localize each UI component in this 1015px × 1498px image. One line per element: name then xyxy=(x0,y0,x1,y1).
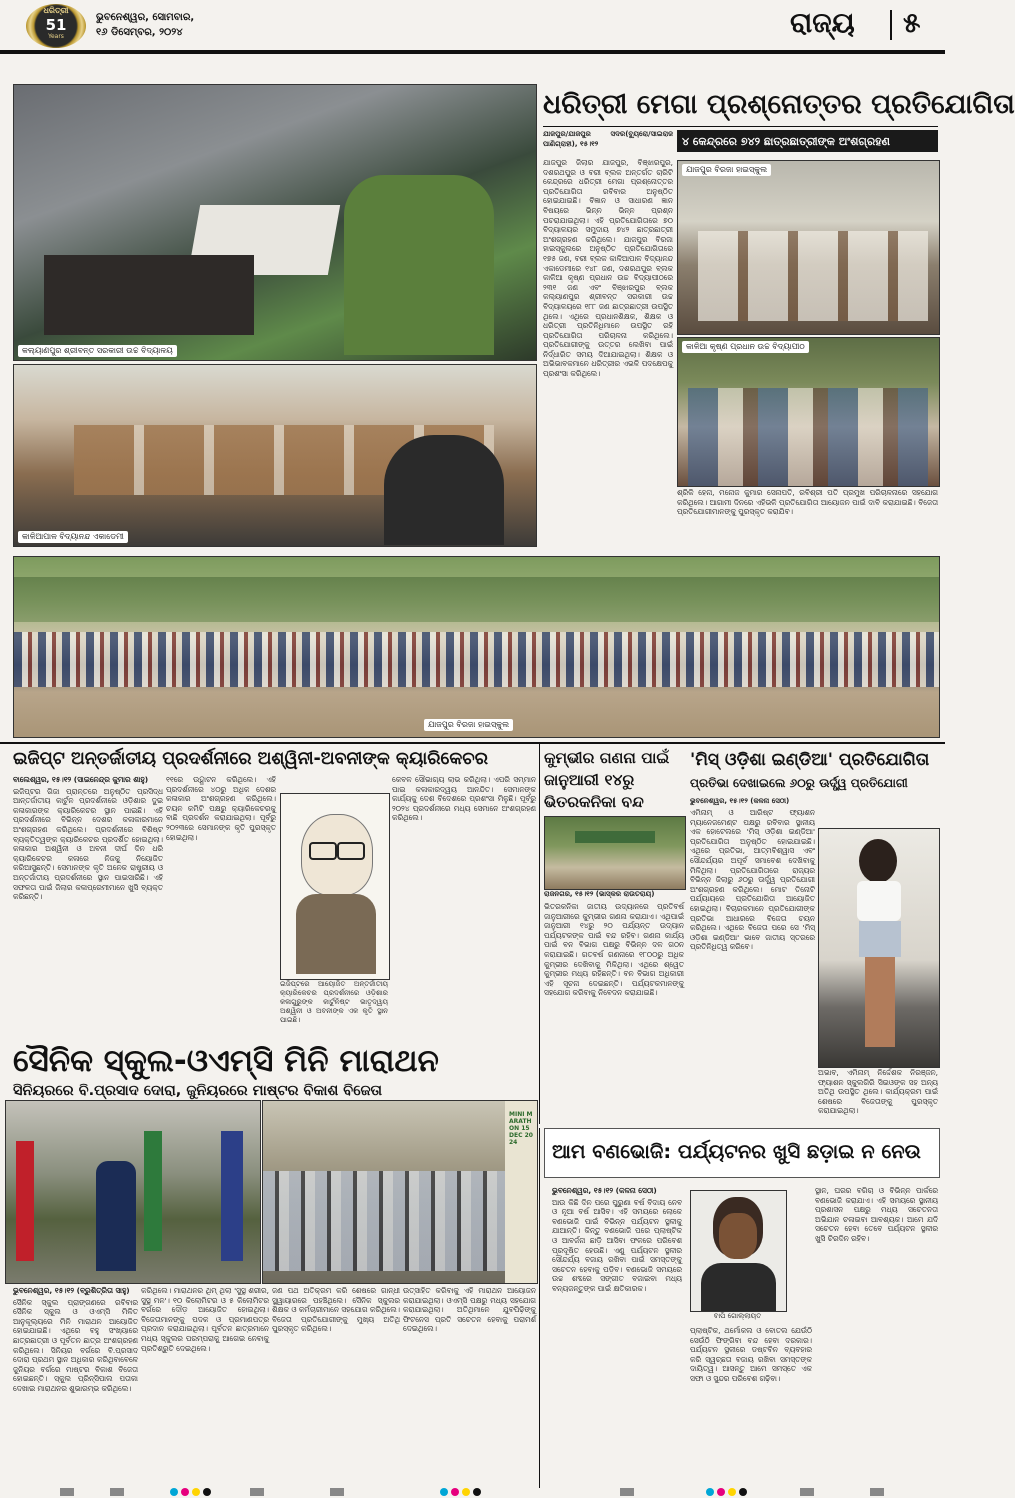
marathon-headline: ସୈନିକ ସ୍କୁଲ-ଓଏମ୍‌ସି ମିନି ମାରାଥନ xyxy=(13,1043,439,1079)
photo-biraja-group xyxy=(13,556,940,738)
caricature-body-text: ଇଜିପ୍ଟର ଗିଜା ପ୍ରାନ୍ତରେ ଅନୁଷ୍ଠିତ ପ୍ରସିଦ୍ଧ ଆନ୍ତର୍ଜାତୀୟ କାର୍ଟୁନ ପ୍ରଦର୍ଶନୀରେ ଓଡ଼ିଶାର ଦୁଇ କଳାକାରଙ୍କ କ୍ୟାରିକେଚର ସ୍ଥାନ ପାଇଛି। ଏହି ପ୍ରଦର୍ଶନୀରେ ବିଭିନ୍ନ ଦେଶର କଳାକାରମାନେ ଅଂଶଗ୍ରହଣ କରିଥିଲେ। ପ୍ରଦର୍ଶନୀରେ ବିଶିଷ୍ଟ ବ୍ୟକ୍ତିତ୍ୱଙ୍କ କ୍ୟାରିକେଚର ପ୍ରଦର୍ଶିତ ହୋଇଥିଲା। କଳାକାର ଅଶ୍ୱିନୀ ଓ ଅବନୀ ଦୀର୍ଘ ଦିନ ଧରି କ୍ୟାରିକେଚର କଳାରେ ନିଜକୁ ନିୟୋଜିତ କରିଆସୁଛନ୍ତି। ସେମାନଙ୍କ କୃତି ଅନେକ ରାଷ୍ଟ୍ରୀୟ ଓ ଅନ୍ତର୍ଜାତୀୟ ପ୍ରଦର୍ଶନୀରେ ସ୍ଥାନ ପାଇସାରିଛି। ଏହି ସଫଳତା ପାଇଁ ଜିଲାର କଳାପ୍ରେମୀମାନେ ଖୁସି ବ୍ୟକ୍ତ କରିଛନ୍ତି। xyxy=(13,786,163,902)
crocodile-headline-2: ଜାନୁଆରୀ ୧୪ରୁ xyxy=(544,771,635,789)
quiz-subhead: ୪ କେନ୍ଦ୍ରରେ ୭୪୨ ଛାତ୍ରଛାତ୍ରୀଙ୍କ ଅଂଶଗ୍ରହଣ xyxy=(682,135,890,148)
caption-kaliapala: କାଳିଆପାଳ ବିଦ୍ୟାନନ୍ଦ ଏକାଡେମୀ xyxy=(18,531,128,543)
caption-kalyanpur: କଲ୍ୟାଣପୁର ଶ୍ରୀବନ୍ତ ସରକାରୀ ଉଚ୍ଚ ବିଦ୍ୟାଳୟ xyxy=(18,345,177,357)
footer-bar-mid xyxy=(250,1488,264,1496)
footer-bar-right xyxy=(620,1488,634,1496)
reg-mark-magenta-2 xyxy=(451,1488,459,1496)
reg-mark-black-2 xyxy=(473,1488,481,1496)
reg-mark-black-1 xyxy=(203,1488,211,1496)
crocodile-body: ଭିତରକନିକା ଜାତୀୟ ଉଦ୍ୟାନରେ ପ୍ରତିବର୍ଷ ଜାନୁଆରୀରେ କୁମ୍ଭୀର ଗଣନା କରାଯାଏ। ଏଥିପାଇଁ ଜାନୁଆରୀ ୧୪ରୁ ୨୦ ପର୍ଯ୍ୟନ୍ତ ଉଦ୍ୟାନ ପର୍ଯ୍ୟଟକଙ୍କ ପାଇଁ ବନ୍ଦ ରହିବ। ଗଣନା କାର୍ଯ୍ୟ ପାଇଁ ବନ ବିଭାଗ ପକ୍ଷରୁ ବିଭିନ୍ନ ଦଳ ଗଠନ କରାଯାଇଛି। ଗତବର୍ଷ ଗଣନାରେ ୧୮୦୦ରୁ ଅଧିକ କୁମ୍ଭୀର ଦେଖିବାକୁ ମିଳିଥିଲା। ଏଥିରେ ଶ୍ୱେତ କୁମ୍ଭୀର ମଧ୍ୟ ରହିଛନ୍ତି। ବନ ବିଭାଗ ଅଧିକାରୀ ଏହି ସୂଚନା ଦେଇଛନ୍ତି। ପର୍ଯ୍ୟଟକମାନଙ୍କୁ ସହଯୋଗ କରିବାକୁ ନିବେଦନ କରାଯାଇଛି। xyxy=(544,902,684,998)
photo-marathon-flagoff xyxy=(5,1100,261,1284)
marathon-col3: ଜଣ ପଥ ଅତିକ୍ରମ କରି ଶେଷରେ ଗାନ୍ଧୀ ସ୍କ୍ୱାୟାରରେ ପହଞ୍ଚିଥିଲେ। ସୈନିକ ସ୍କୁଲର ଶିକ୍ଷକ ଓ କର୍ମଚାରୀମାନେ ସହଯୋଗ କରିଥିଲେ। ବିଜେତା ପ୍ରତିଯୋଗୀଙ୍କୁ ମୁଖ୍ୟ ଅତିଥି ପୁରସ୍କୃତ କରିଥିଲେ। xyxy=(272,1286,400,1334)
picnic-body: ଆଉ କିଛି ଦିନ ପରେ ପୁରୁଣା ବର୍ଷ ବିଦାୟ ନେବ ଓ ନୂଆ ବର୍ଷ ଆସିବ। ଏହି ସମୟରେ ଲୋକେ ବଣଭୋଜି ପାଇଁ ବିଭିନ୍ନ ପର୍ଯ୍ୟଟନ ସ୍ଥଳୀକୁ ଯାଆନ୍ତି। କିନ୍ତୁ ବଣଭୋଜି ପରେ ପ୍ଲାଷ୍ଟିକ ଓ ଆବର୍ଜନା ଛାଡ଼ି ଆସିବା ଫଳରେ ପରିବେଶ ପ୍ରଦୂଷିତ ହେଉଛି। ଏଣୁ ପର୍ଯ୍ୟଟନ ସ୍ଥଳୀର ସୌନ୍ଦର୍ଯ୍ୟ ବଜାୟ ରଖିବା ପାଇଁ ସମସ୍ତଙ୍କୁ ସଚେତନ ହେବାକୁ ପଡ଼ିବ। ବଣଭୋଜି ସମୟରେ ଉଚ୍ଚ ଶବ୍ଦରେ ସଙ୍ଗୀତ ବଜାଇବା ମଧ୍ୟ ବନ୍ୟଜନ୍ତୁଙ୍କ ପାଇଁ କ୍ଷତିକାରକ। xyxy=(552,1197,682,1293)
logo-text: ଧରିତ୍ରୀ xyxy=(43,6,69,15)
miss-odisha-headline: 'ମିସ୍ ଓଡ଼ିଶା ଇଣ୍ଡିଆ' ପ୍ରତିଯୋଗିତା xyxy=(690,750,930,770)
caption-kalia-krushna: କାଳିଆ କୃଷ୍ଣ ପ୍ରଧାନ ଉଚ୍ଚ ବିଦ୍ୟାପୀଠ xyxy=(682,341,809,353)
caricature-body xyxy=(13,775,163,1040)
reg-mark-cyan-3 xyxy=(706,1488,714,1496)
reg-mark-yellow-2 xyxy=(462,1488,470,1496)
masthead xyxy=(0,0,945,50)
reg-mark-black-3 xyxy=(739,1488,747,1496)
logo-number: 51 xyxy=(45,16,67,34)
reg-mark-magenta-3 xyxy=(717,1488,725,1496)
picnic-headline: ଆମ ବଣଭୋଜି: ପର୍ଯ୍ୟଟନର ଖୁସି ଛଡ଼ାଇ ନ ନେଉ xyxy=(552,1140,921,1163)
marathon-dateline: ଭୁବନେଶ୍ୱର, ୧୫।୧୨ (ବ୍ରୁଶିତ୍ରିତା ସାହୁ) xyxy=(13,1286,130,1295)
reg-mark-yellow-1 xyxy=(192,1488,200,1496)
miss-odisha-caption: ଅଭାବ, ଏମିନାମ୍ ନିର୍ଦ୍ଦେଶକ ନିରଞ୍ଜନ, ଫ୍ୟାଶନ ସ୍କୁଲଗିରି ସିଇଓଙ୍କ ସହ ଅନ୍ୟ ଅତିଥି ଉପସ୍ଥିତ ଥିଲେ। କାର୍ଯ୍ୟକ୍ରମ ପାଇଁ ଶେଷରେ ବିଜେତାଙ୍କୁ ପୁରସ୍କୃତ କରାଯାଇଥିଲା। xyxy=(818,1068,938,1116)
page-number: ୫ xyxy=(903,6,921,39)
marathon-subhead: ସିନିୟରରେ ବି.ପ୍ରସାଦ ଦୋରା, ଜୁନିୟରରେ ମାଷ୍ଟର ବିକାଶ ବିଜେତା xyxy=(13,1083,383,1099)
footer-bar-left2 xyxy=(110,1488,124,1496)
section-divider xyxy=(890,10,892,40)
quiz-headline-rule xyxy=(543,126,938,127)
caption-biraja: ଯାଜପୁର ବିରଜା ହାଇସ୍କୁଲ xyxy=(682,164,771,176)
photo-kalia-krushna-students xyxy=(677,337,940,487)
crocodile-photo-caption: ରାଜନଗର, ୧୫।୧୨ (ଭାସ୍କର ରାଉତରାୟ) xyxy=(544,890,655,898)
miss-odisha-body: ଏମିନାମ୍ ଓ ଆରିଷ୍ଟ ଫ୍ୟାଶନ ମ୍ୟାନେଜମେଣ୍ଟ ପକ୍ଷରୁ ରବିବାର ସ୍ଥାନୀୟ ଏକ ହୋଟେଲରେ 'ମିସ୍ ଓଡ଼ିଶା ଇଣ୍ଡିଆ' ପ୍ରତିଯୋଗିତା ଅନୁଷ୍ଠିତ ହୋଇଯାଇଛି। ଏଥିରେ ପ୍ରତିଭା, ଆତ୍ମବିଶ୍ୱାସ ଏବଂ ସୌନ୍ଦର୍ଯ୍ୟର ଅପୂର୍ବ ସମାବେଶ ଦେଖିବାକୁ ମିଳିଥିଲା। ପ୍ରତିଯୋଗିତାରେ ରାଜ୍ୟର ବିଭିନ୍ନ ଜିଲାରୁ ୬୦ରୁ ଊର୍ଦ୍ଧ୍ୱ ପ୍ରତିଯୋଗୀ ଅଂଶଗ୍ରହଣ କରିଥିଲେ। ମୋଟ ତିନୋଟି ପର୍ଯ୍ୟାୟରେ ପ୍ରତିଯୋଗିତା ଆୟୋଜିତ ହୋଇଥିଲା। ବିଚାରକମାନେ ପ୍ରତିଯୋଗୀଙ୍କ ପ୍ରତିଭା ଆଧାରରେ ବିଜେତା ଚୟନ କରିଥିଲେ। ଏଥିରେ ବିଜେତା ପରେ ସେ 'ମିସ୍ ଓଡ଼ିଶା ଇଣ୍ଡିଆ' ଭାବେ ଜାତୀୟ ସ୍ତରରେ ପ୍ରତିନିଧିତ୍ୱ କରିବେ। xyxy=(690,808,815,952)
photo-kaliapala-exam xyxy=(13,364,537,547)
photo-biraja-exam xyxy=(677,160,940,335)
footer-bar-right3 xyxy=(870,1488,884,1496)
picnic-dateline: ଭୁବନେଶ୍ୱର, ୧୫।୧୨ (କଳନା ସେଠୀ) xyxy=(552,1186,657,1195)
footer-bar-right2 xyxy=(800,1488,814,1496)
caricature-body-col3: କେବଳ ସୌଭାଗ୍ୟ ଲାଭ କରିଥିଲା। ଏପରି ସମ୍ମାନ ପାଇ କଳାକାରଦ୍ୱୟ ଆନନ୍ଦିତ। ସେମାନଙ୍କ କାର୍ଯ୍ୟକୁ ଦେଶ ବିଦେଶରେ ପ୍ରଶଂସା ମିଳୁଛି। ପୂର୍ବରୁ ୨୦୨୪ ପ୍ରଦର୍ଶନୀରେ ମଧ୍ୟ ସେମାନେ ଅଂଶଗ୍ରହଣ କରିଥିଲେ। xyxy=(392,775,536,823)
photo-miss-odisha-contestant xyxy=(818,828,940,1068)
miss-odisha-dateline: ଭୁବନେଶ୍ୱର, ୧୫।୧୨ (କଳନା ସେଠୀ) xyxy=(690,797,790,805)
caricature-image xyxy=(280,793,390,980)
photo-bapi-portrait xyxy=(690,1190,787,1312)
header-date-line2: ୧୬ ଡିସେମ୍ବର, ୨୦୨୪ xyxy=(96,27,183,38)
section-rule-1 xyxy=(0,742,945,744)
caricature-body-col2: ୧୧ରେ ଉଦ୍ଘାଟନ କରିଥିଲେ। ଏହି ପ୍ରଦର୍ଶନୀରେ ୪୦ରୁ ଅଧିକ ଦେଶର କଳାକାର ଅଂଶଗ୍ରହଣ କରିଥିଲେ। ଚୟନ କମିଟି ପକ୍ଷରୁ କ୍ୟାରିକେଚରକୁ ବାଛି ପ୍ରଦର୍ଶନ କରାଯାଇଥିଲା। ପୂର୍ବରୁ ୨୦୨୩ରେ ସେମାନଙ୍କ କୃତି ପୁରସ୍କୃତ ହୋଇଥିଲା। xyxy=(166,775,276,842)
caption-biraja-group: ଯାଜପୁର ବିରଜା ହାଇସ୍କୁଲ xyxy=(424,719,513,731)
logo-years: Years xyxy=(48,33,64,40)
vertical-rule-1 xyxy=(539,744,540,1124)
marathon-col4: ଉତ୍ସାହିତ କରିବାକୁ ଏହି ମାରାଥନ ଆୟୋଜନ କରାଯାଇଥିଲା। ଓଏମ୍‌ସି ପକ୍ଷରୁ ମଧ୍ୟ ସହଯୋଗ କରାଯାଇଥିଲା। ଅତିଥିମାନେ ଯୁବପିଢ଼ିଙ୍କୁ ଫିଟନେସ ପ୍ରତି ସଚେତନ ହେବାକୁ ପରାମର୍ଶ ଦେଇଥିଲେ। xyxy=(403,1286,536,1334)
caricature-headline: ଇଜିପ୍ଟ ଅନ୍ତର୍ଜାତୀୟ ପ୍ରଦର୍ଶନୀରେ ଅଶ୍ୱିନୀ-ଅବନୀଙ୍କ କ୍ୟାରିକେଚର xyxy=(13,749,488,769)
crocodile-headline-1: କୁମ୍ଭୀର ଗଣନା ପାଇଁ xyxy=(544,749,670,767)
footer-bar-mid2 xyxy=(330,1488,344,1496)
picnic-portrait-caption: ବାପି ଗୋଲ୍ଲାୟତ xyxy=(713,1312,762,1320)
photo-kalyanpur-exam xyxy=(13,84,537,361)
miss-odisha-subhead: ପ୍ରତିଭା ଦେଖାଇଲେ ୬୦ରୁ ଊର୍ଦ୍ଧ୍ୱ ପ୍ରତିଯୋଗୀ xyxy=(690,776,908,790)
photo-marathon-runners xyxy=(262,1100,538,1284)
reg-mark-cyan-1 xyxy=(170,1488,178,1496)
reg-mark-cyan-2 xyxy=(440,1488,448,1496)
picnic-col2: ପ୍ଲାଷ୍ଟିକ, ଥର୍ମୋକଲ ଓ ବୋତଲ ଯେଉଁଠି ସେଉଁଠି ଫିଙ୍ଗିବା ବନ୍ଦ ହେବା ଦରକାର। ପର୍ଯ୍ୟଟନ ସ୍ଥଳୀରେ ଡଷ୍ଟବିନ ବ୍ୟବହାର କରି ସ୍ୱଚ୍ଛତା ବଜାୟ ରଖିବା ସମସ୍ତଙ୍କ ଦାୟିତ୍ୱ। ଆସନ୍ତୁ ଆମେ ସମସ୍ତେ ଏକ ସଫା ଓ ସୁନ୍ଦର ପରିବେଶ ଗଢ଼ିବା। xyxy=(690,1326,812,1383)
picnic-col3: ସ୍ଥାନ, ଘରର ବଗିଚା ଓ ବିଭିନ୍ନ ପାର୍କରେ ବଣଭୋଜି କରାଯାଏ। ଏହି ସମୟରେ ସ୍ଥାନୀୟ ପ୍ରଶାସନ ପକ୍ଷରୁ ମଧ୍ୟ ସଚେତନତା ଅଭିଯାନ ଚଳାଇବା ଆବଶ୍ୟକ। ଆମେ ଯଦି ସଚେତନ ହେବା ତେବେ ପର୍ଯ୍ୟଟନ ସ୍ଥଳୀର ଖୁସି ଚିରଦିନ ରହିବ। xyxy=(815,1186,938,1243)
quiz-headline: ଧରିତ୍ରୀ ମେଗା ପ୍ରଶ୍ନୋତ୍ତର ପ୍ରତିଯୋଗିତା xyxy=(543,89,1015,120)
marathon-col2: କରିଥିଲେ। ମାରାଥନର ଥିମ୍ ଥିଲା 'ସୁସ୍ଥ ଶରୀର, ସୁସ୍ଥ ମନ'। ୧୦ କିଲୋମିଟର ଓ ୫ କିଲୋମିଟର ବର୍ଗରେ ଦୌଡ଼ ଆୟୋଜିତ ହୋଇଥିଲା। ବିଜେତାମାନଙ୍କୁ ପଦକ ଓ ପ୍ରମାଣପତ୍ର ପ୍ରଦାନ କରାଯାଇଥିଲା। ପୂର୍ବତନ ଛାତ୍ରମାନେ ମଧ୍ୟ ସ୍କୁଲର ପରମ୍ପରାକୁ ଆଗେଇ ନେବାକୁ ପ୍ରତିଶ୍ରୁତି ଦେଇଥିଲେ। xyxy=(141,1286,269,1353)
caricature-dateline: ବାଲେଶ୍ୱର, ୧୫।୧୨ (ସାଇନେନ୍ଦ୍ର କୁମାର ଶାହୁ) xyxy=(13,775,149,784)
marathon-col1 xyxy=(13,1286,138,1486)
reg-mark-yellow-3 xyxy=(728,1488,736,1496)
quiz-dateline: ଯାଜପୁର/ଯାଜପୁର ସଦର(ବ୍ୟୁରୋ/ସାଇରାଜ ପାଣିଗ୍ରାହୀ), ୧୫।୧୨ xyxy=(543,130,673,148)
masthead-rule xyxy=(0,50,945,54)
marathon-body: ସୈନିକ ସ୍କୁଲ ପ୍ରାଙ୍ଗଣରେ ରବିବାର ସୈନିକ ସ୍କୁଲ ଓ ଓଏମ୍‌ସି ମିଳିତ ଆନୁକୂଲ୍ୟରେ ମିନି ମାରାଥନ ଆୟୋଜିତ ହୋଇଯାଇଛି। ଏଥିରେ ବହୁ ସଂଖ୍ୟାରେ ଛାତ୍ରଛାତ୍ରୀ ଓ ପୂର୍ବତନ ଛାତ୍ର ଅଂଶଗ୍ରହଣ କରିଥିଲେ। ସିନିୟର ବର୍ଗରେ ବି.ପ୍ରସାଦ ଦୋରା ପ୍ରଥମ ସ୍ଥାନ ଅଧିକାର କରିଥିବାବେଳେ ଜୁନିୟର ବର୍ଗରେ ମାଷ୍ଟର ବିକାଶ ବିଜେତା ହୋଇଛନ୍ତି। ସ୍କୁଲ ପ୍ରିନ୍ସିପାଲ ପତାକା ଦେଖାଇ ମାରାଥନର ଶୁଭାରମ୍ଭ କରିଥିଲେ। xyxy=(13,1297,138,1393)
footer-bar-left xyxy=(60,1488,74,1496)
photo-bhitarkanika-gate xyxy=(544,816,686,890)
reg-mark-magenta-1 xyxy=(181,1488,189,1496)
crocodile-headline-3: ଭିତରକନିକା ବନ୍ଦ xyxy=(544,793,644,811)
header-date-line1: ଭୁବନେଶ୍ୱର, ସୋମବାର, xyxy=(96,12,195,23)
picnic-col1 xyxy=(552,1186,682,1486)
marathon-banner-text: MINI MARATHON 15 DEC 2024 xyxy=(509,1111,533,1146)
caricature-caption: ଇଜିପ୍ଟରେ ଆୟୋଜିତ ଅନ୍ତର୍ଜାତୀୟ କ୍ୟାରିକେଚର ପ୍ରଦର୍ଶନୀରେ ଓଡ଼ିଶାର କଳାଗୁରୁଙ୍କ କାର୍ଟୁନିଷ୍ଟ ଭାତୃଦ୍ୱୟ ଅଶ୍ୱିନୀ ଓ ଅବନୀଙ୍କ ଏକ କୃତି ସ୍ଥାନ ପାଇଛି। xyxy=(280,980,388,1024)
section-title: ରାଜ୍ୟ xyxy=(790,6,855,39)
vertical-rule-2 xyxy=(539,1128,540,1488)
footer-registration xyxy=(0,1488,945,1498)
quiz-body: ଯାଜପୁର ଜିଲାର ଯାଜପୁର, ବିଞ୍ଝାରପୁର, ଦଶରଥପୁର ଓ ବରୀ ବ୍ଲକ ଅନ୍ତର୍ଗତ ଚାରିଟି କେନ୍ଦ୍ରରେ ଧରିତ୍ରୀ ମେଗା ପ୍ରଶ୍ନୋତ୍ତର ପ୍ରତିଯୋଗିତା ରବିବାର ଅନୁଷ୍ଠିତ ହୋଇଯାଇଛି। ବିଜ୍ଞାନ ଓ ସାଧାରଣ ଜ୍ଞାନ ବିଷୟରେ ଭିନ୍ନ ଭିନ୍ନ ପ୍ରଶ୍ନ ପଚରାଯାଇଥିଲା। ଏହି ପ୍ରତିଯୋଗିତାରେ ୭୦ ବିଦ୍ୟାଳୟର ସମୁଦାୟ ୭୪୨ ଛାତ୍ରଛାତ୍ରୀ ଅଂଶଗ୍ରହଣ କରିଥିଲେ। ଯାଜପୁର ବିରଜା ହାଇସ୍କୁଲରେ ଅନୁଷ୍ଠିତ ପ୍ରତିଯୋଗିତାରେ ୧୭୫ ଜଣ, ବରୀ ବ୍ଲକ କାଳିଆପାଳ ବିଦ୍ୟାନନ୍ଦ ଏକାଡେମୀରେ ୧୪୮ ଜଣ, ଦଶରଥପୁର ବ୍ଲକ କାଳିଆ କୃଷ୍ଣ ପ୍ରଧାନ ଉଚ୍ଚ ବିଦ୍ୟାପୀଠରେ ୨୩୧ ଜଣ ଏବଂ ବିଞ୍ଝାରପୁର ବ୍ଲକ କଲ୍ୟାଣପୁର ଶ୍ରୀବନ୍ତ ସରକାରୀ ଉଚ୍ଚ ବିଦ୍ୟାଳୟରେ ୧୮୮ ଜଣ ଛାତ୍ରଛାତ୍ରୀ ଉପସ୍ଥିତ ଥିଲେ। ଏଥିରେ ପ୍ରଧାନଶିକ୍ଷକ, ଶିକ୍ଷକ ଓ ଧରିତ୍ରୀ ପ୍ରତିନିଧିମାନେ ଉପସ୍ଥିତ ରହି ପ୍ରତିଯୋଗିତା ପରିଚାଳନା କରିଥିଲେ। ପ୍ରତିଯୋଗୀଙ୍କୁ ଉତ୍ତର ଲେଖିବା ପାଇଁ ନିର୍ଦ୍ଧାରିତ ସମୟ ଦିଆଯାଇଥିଲା। ଶିକ୍ଷକ ଓ ଅଭିଭାବକମାନେ ଧରିତ୍ରୀର ଏଭଳି ପଦକ୍ଷେପକୁ ପ୍ରଶଂସା କରିଥିଲେ। xyxy=(543,158,673,379)
quiz-body-continued: ଶ୍ରିକି ହେନା, ମନୋଜ କୁମାର ସେନାପତି, ରବିଶ୍ରୀ ପତି ପ୍ରମୁଖ ପରିଚାଳନାରେ ସହଯୋଗ କରିଥିଲେ। ଆଗାମୀ ଦିନରେ ଏହିଭଳି ପ୍ରତିଯୋଗିତା ଆୟୋଜନ ପାଇଁ ଦାବି କରାଯାଇଛି। ବିଜେତା ପ୍ରତିଯୋଗୀମାନଙ୍କୁ ପୁରସ୍କୃତ କରାଯିବ। xyxy=(677,488,938,517)
